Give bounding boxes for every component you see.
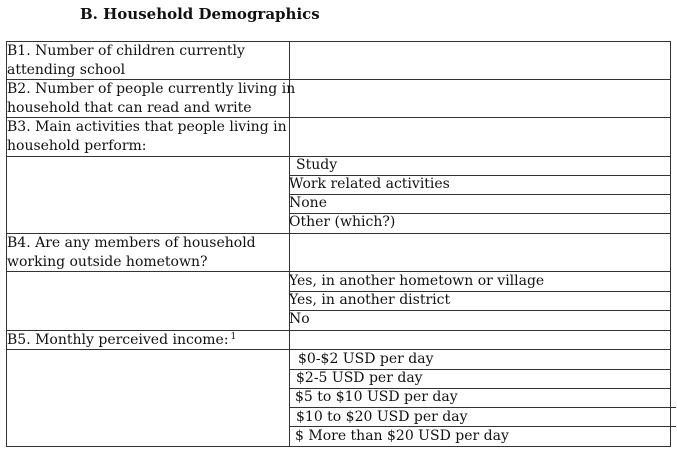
row-divider xyxy=(6,156,671,157)
question-b3-line2: household perform: xyxy=(7,138,147,154)
question-b2-line2: household that can read and write xyxy=(7,100,252,116)
option-divider xyxy=(289,194,671,195)
b3-option[interactable]: Other (which?) xyxy=(289,214,396,230)
answer-b2-field[interactable] xyxy=(290,80,670,117)
row-divider xyxy=(6,446,671,447)
question-b4-line1: B4. Are any members of household xyxy=(7,235,256,251)
question-b1-line1: B1. Number of children currently xyxy=(7,43,245,59)
b5-option[interactable]: $10 to $20 USD per day xyxy=(296,409,468,425)
question-b1-line2: attending school xyxy=(7,62,126,78)
b5-option[interactable]: $0-$2 USD per day xyxy=(298,351,434,367)
table-border-right xyxy=(670,41,671,447)
question-b5-label: B5. Monthly perceived income: xyxy=(7,332,229,348)
question-b4-line2: working outside hometown? xyxy=(7,254,208,270)
b3-option[interactable]: Work related activities xyxy=(289,176,450,192)
b5-option[interactable]: $5 to $10 USD per day xyxy=(295,389,458,405)
question-b3-line1: B3. Main activities that people living in xyxy=(7,119,287,135)
question-b2-line1: B2. Number of people currently living in xyxy=(7,81,296,97)
b5-option[interactable]: $ More than $20 USD per day xyxy=(295,428,509,444)
b3-option[interactable]: None xyxy=(289,195,327,211)
question-b5 xyxy=(7,331,236,352)
b5-option[interactable]: $2-5 USD per day xyxy=(296,370,423,386)
b4-option[interactable]: Yes, in another hometown or village xyxy=(289,273,545,289)
section-title: B. Household Demographics xyxy=(80,5,320,23)
b4-option[interactable]: Yes, in another district xyxy=(289,292,451,308)
footnote-marker: 1 xyxy=(230,332,237,342)
b3-option[interactable]: Study xyxy=(296,157,338,173)
b4-option[interactable]: No xyxy=(289,311,310,327)
answer-b1-field[interactable] xyxy=(290,42,670,79)
option-divider xyxy=(289,310,671,311)
